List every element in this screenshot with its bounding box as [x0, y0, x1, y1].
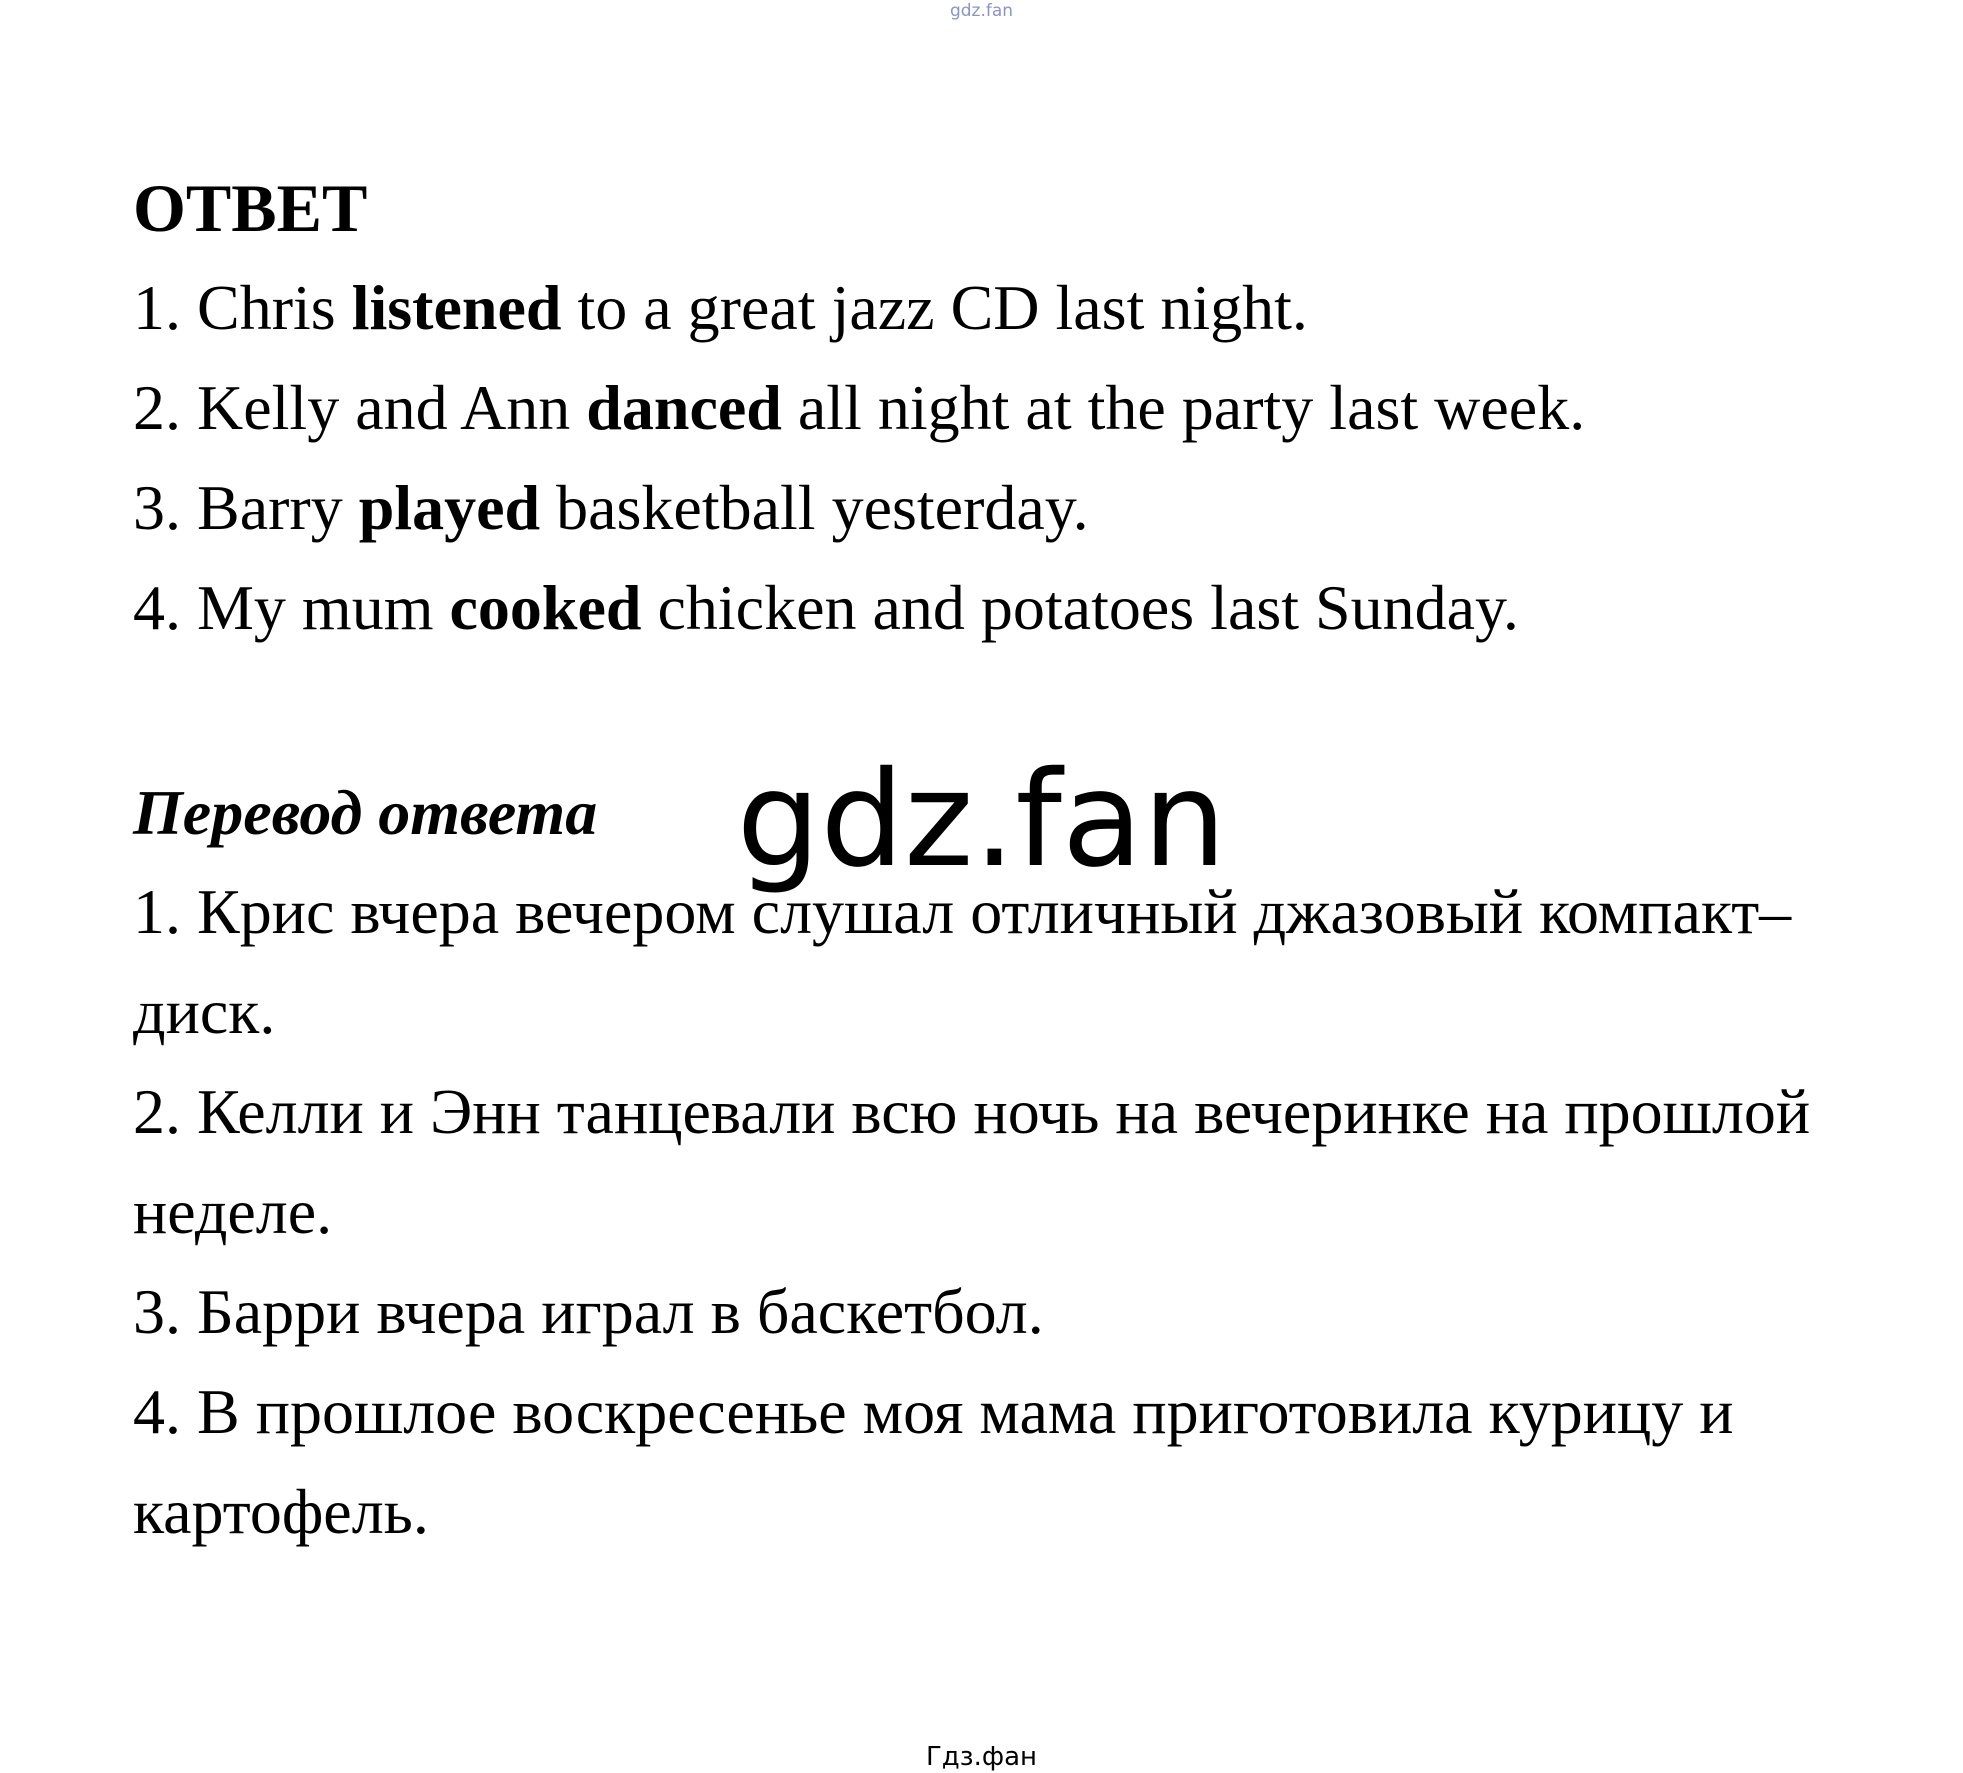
answer-item-2: 2. Kelly and Ann danced all night at the party last week. [133, 372, 1586, 443]
answer-verb: played [358, 472, 541, 543]
translation-list [133, 862, 1913, 1562]
answer-verb: listened [351, 272, 562, 343]
answer-item-1: 1. Chris listened to a great jazz CD last night. [133, 272, 1308, 343]
translation-item-1: 1. Крис вчера вечером слушал отличный джазовый компакт–диск. [133, 876, 1792, 1047]
translation-heading: Перевод ответа [133, 777, 598, 848]
center-watermark: gdz.fan [736, 743, 1227, 897]
top-watermark: gdz.fan [949, 1, 1014, 21]
translation-item-2: 2. Келли и Энн танцевали всю ночь на вечеринке на прошлой неделе. [133, 1076, 1811, 1247]
answer-verb: danced [586, 372, 782, 443]
footer-watermark: Гдз.фан [925, 1742, 1038, 1772]
answer-heading: ОТВЕТ [133, 170, 368, 246]
answer-item-4: 4. My mum cooked chicken and potatoes last Sunday. [133, 572, 1519, 643]
answer-item-3: 3. Barry played basketball yesterday. [133, 472, 1089, 543]
translation-item-4: 4. В прошлое воскресенье моя мама приготовила курицу и картофель. [133, 1376, 1734, 1547]
answer-list [133, 258, 1913, 658]
answer-verb: cooked [449, 572, 642, 643]
translation-item-3: 3. Барри вчера играл в баскетбол. [133, 1276, 1044, 1347]
